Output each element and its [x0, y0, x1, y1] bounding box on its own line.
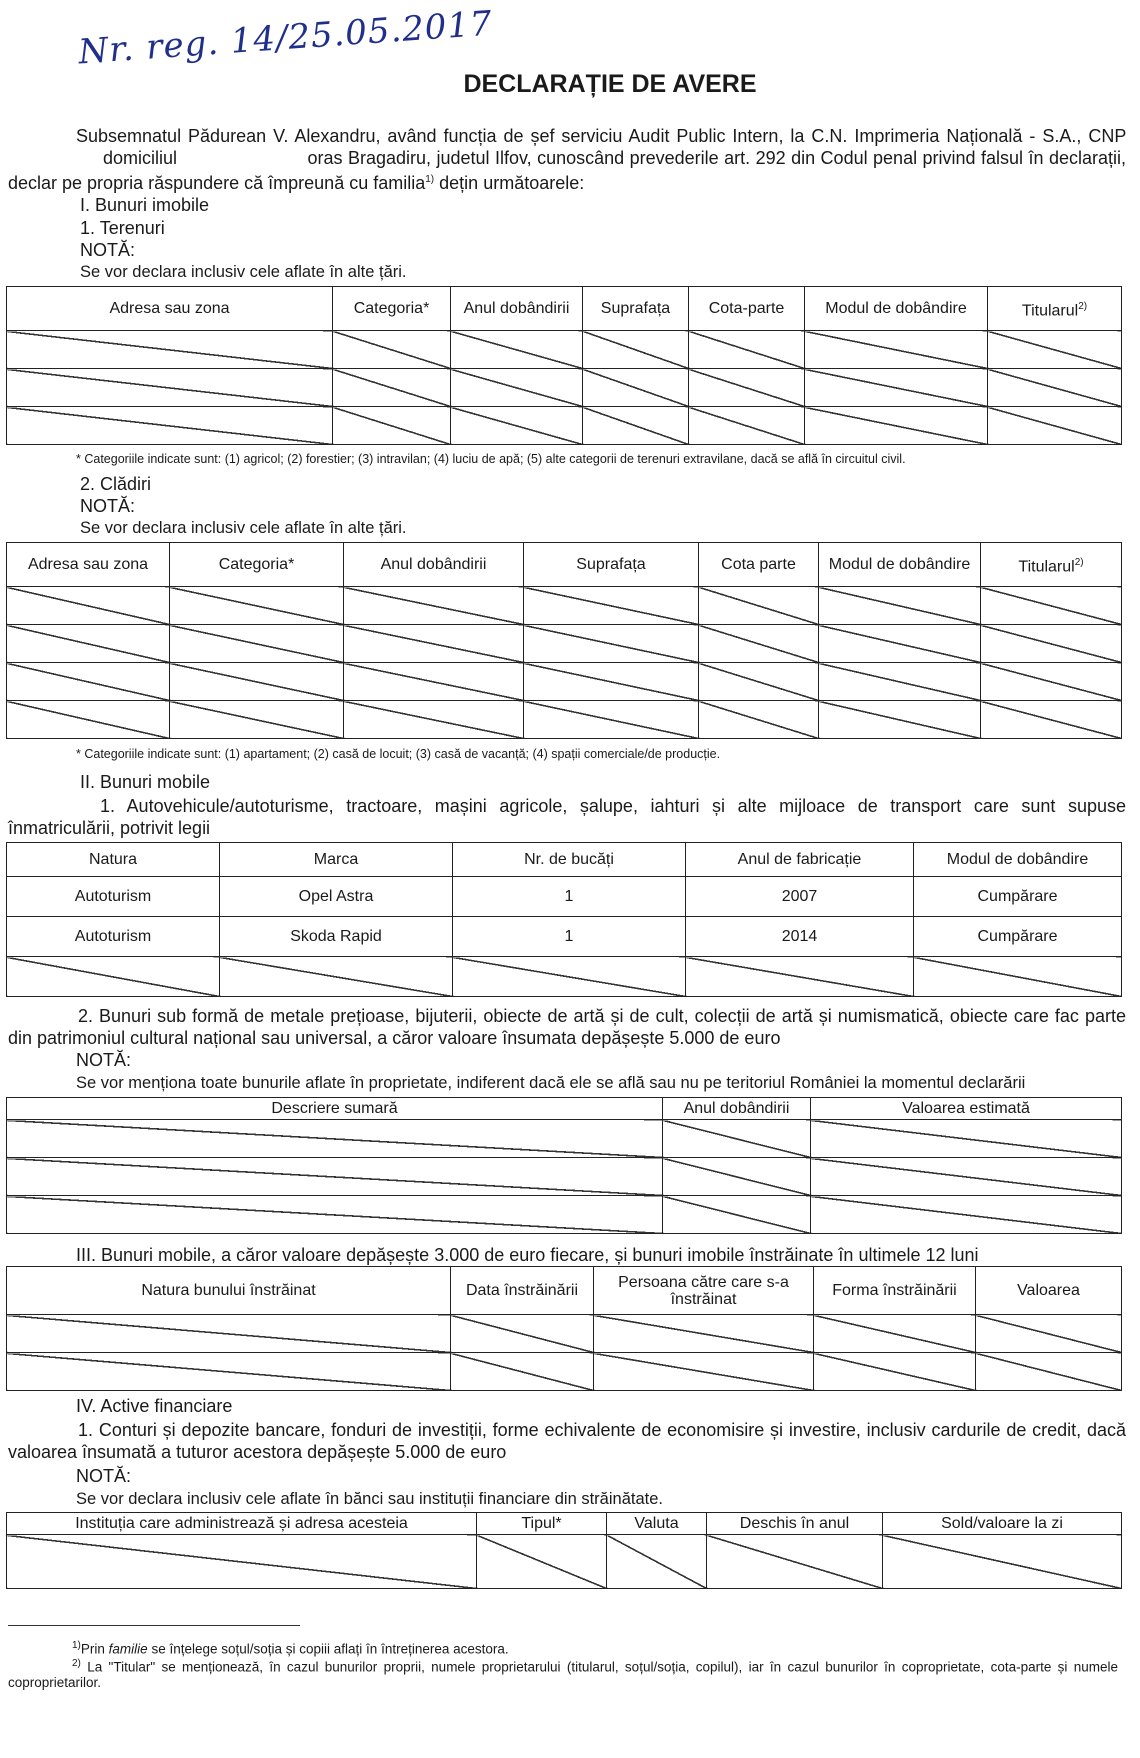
table-header-row	[7, 1098, 1122, 1120]
col-header: Instituția care administrează și adresa acesteia	[7, 1513, 477, 1535]
col-header: Natura	[7, 843, 220, 877]
empty-crossed-cell	[344, 625, 524, 663]
empty-crossed-cell	[981, 663, 1122, 701]
empty-crossed-cell	[7, 587, 170, 625]
empty-crossed-cell	[819, 663, 981, 701]
col-header: Anul dobândirii	[344, 543, 524, 587]
table-row	[7, 1535, 1122, 1589]
footnote-1-post: se înțelege soțul/soția și copiii aflați în întreținerea acestora.	[147, 1641, 509, 1657]
col-header: Categoria*	[170, 543, 344, 587]
empty-crossed-cell	[689, 369, 805, 407]
col-header: Sold/valoare la zi	[883, 1513, 1122, 1535]
empty-crossed-cell	[805, 331, 988, 369]
section-4-sub1-text: 1. Conturi și depozite bancare, fonduri de investiții, forme echivalente de economisire și investire, inclusiv cardurile de credit, dacă valoarea însumată a tuturor acestora depășește 5.000 de euro	[8, 1420, 1126, 1462]
footnote-mark: 2)	[1078, 300, 1088, 312]
empty-crossed-cell	[814, 1315, 976, 1353]
buildings-table	[6, 542, 1122, 739]
col-header: Valuta	[607, 1513, 707, 1535]
col-header: Modul de dobândire	[914, 843, 1122, 877]
empty-crossed-cell	[7, 1315, 451, 1353]
section-2-sub1-text: 1. Autovehicule/autoturisme, tractoare, mașini agricole, șalupe, iahturi și alte mijloace de transport care sunt supuse înmatriculării, potrivit legii	[8, 796, 1126, 838]
vehicles-table	[6, 842, 1122, 997]
nota-label: NOTĂ:	[76, 1050, 132, 1070]
empty-crossed-cell	[7, 369, 333, 407]
table-row	[7, 917, 1122, 957]
empty-crossed-cell	[699, 587, 819, 625]
building-categories-footnote: * Categoriile indicate sunt: (1) apartament; (2) casă de locuit; (3) casă de vacanță; (4) spații comerciale/de producție.	[76, 747, 721, 761]
note-text: Se vor declara inclusiv cele aflate în bănci sau instituții financiare din străinătate.	[76, 1490, 663, 1508]
empty-crossed-cell	[344, 701, 524, 739]
section-2-sub1	[8, 795, 1126, 839]
table-row	[7, 331, 1122, 369]
col-header: Cota parte	[699, 543, 819, 587]
cell: Skoda Rapid	[220, 917, 453, 957]
bank-accounts-table	[6, 1512, 1122, 1589]
table-header-row	[7, 287, 1122, 331]
empty-crossed-cell	[7, 625, 170, 663]
empty-crossed-cell	[7, 331, 333, 369]
intro-paragraph	[8, 125, 1126, 194]
empty-crossed-cell	[976, 1315, 1122, 1353]
nota-label: NOTĂ:	[76, 1466, 132, 1486]
col-header: Forma înstrăinării	[814, 1267, 976, 1315]
table-header-row	[7, 843, 1122, 877]
valuables-table	[6, 1097, 1122, 1234]
empty-crossed-cell	[699, 625, 819, 663]
empty-crossed-cell	[699, 663, 819, 701]
col-header: Cota-parte	[689, 287, 805, 331]
empty-crossed-cell	[344, 663, 524, 701]
section-3-heading: III. Bunuri mobile, a căror valoare depășește 3.000 de euro fiecare, și bunuri imobile înstrăinate în ultimele 12 luni	[76, 1245, 979, 1265]
empty-crossed-cell	[344, 587, 524, 625]
table-row	[7, 877, 1122, 917]
empty-crossed-cell	[220, 957, 453, 997]
intro-domiciliul: domiciliul	[103, 148, 178, 168]
section-2-sub2-text: 2. Bunuri sub formă de metale prețioase, bijuterii, obiecte de artă și de cult, colecții de artă și numismatică, obiecte care fac parte din patrimoniul cultural național sau universal, a căror valoare însumata depășește 5.000 de euro	[8, 1006, 1126, 1048]
empty-crossed-cell	[988, 331, 1122, 369]
footnote-1	[72, 1640, 509, 1657]
empty-crossed-cell	[707, 1535, 883, 1589]
empty-crossed-cell	[170, 625, 344, 663]
empty-crossed-cell	[883, 1535, 1122, 1589]
footnote-2	[8, 1656, 1118, 1690]
col-header: Anul dobândirii	[451, 287, 583, 331]
empty-crossed-cell	[805, 407, 988, 445]
empty-crossed-cell	[451, 1315, 594, 1353]
footnote-mark: 1)	[425, 174, 435, 185]
empty-crossed-cell	[819, 625, 981, 663]
cell: Cumpărare	[914, 877, 1122, 917]
empty-crossed-cell	[583, 331, 689, 369]
section-2-heading: II. Bunuri mobile	[80, 772, 211, 792]
empty-crossed-cell	[805, 369, 988, 407]
col-header: Valoarea estimată	[811, 1098, 1122, 1120]
table-header-row	[7, 1267, 1122, 1315]
empty-crossed-cell	[333, 331, 451, 369]
empty-crossed-cell	[7, 1158, 663, 1196]
handwritten-registration-number: Nr. reg. 14/25.05.2017	[77, 3, 494, 73]
footnote-separator	[8, 1625, 300, 1626]
table-row	[7, 1353, 1122, 1391]
table-row	[7, 1158, 1122, 1196]
col-header: Anul dobândirii	[663, 1098, 811, 1120]
empty-crossed-cell	[170, 701, 344, 739]
empty-crossed-cell	[451, 1353, 594, 1391]
page-title: DECLARAȚIE DE AVERE	[463, 70, 757, 98]
col-header: Natura bunului înstrăinat	[7, 1267, 451, 1315]
table-row	[7, 957, 1122, 997]
empty-crossed-cell	[583, 369, 689, 407]
empty-crossed-cell	[170, 587, 344, 625]
empty-crossed-cell	[811, 1120, 1122, 1158]
section-2-sub2	[8, 1005, 1126, 1049]
cell: 2007	[686, 877, 914, 917]
section-4-sub1	[8, 1419, 1126, 1463]
empty-crossed-cell	[663, 1120, 811, 1158]
nota-label: NOTĂ:	[80, 496, 136, 516]
empty-crossed-cell	[663, 1196, 811, 1234]
land-categories-footnote: * Categoriile indicate sunt: (1) agricol; (2) forestier; (3) intravilan; (4) luciu de apă; (5) alte categorii de terenuri extravilane, dacă se află în circuitul civil.	[76, 452, 906, 466]
footnote-2-text: La "Titular" se menționează, în cazul bunurilor proprii, numele proprietarului (titularul, soțul/soția, copilul), iar în cazul bunurilor în coproprietate, cota-parte și numele coproprietarilor.	[8, 1659, 1118, 1690]
empty-crossed-cell	[524, 587, 699, 625]
empty-crossed-cell	[333, 407, 451, 445]
col-header: Nr. de bucăți	[453, 843, 686, 877]
table-row	[7, 1315, 1122, 1353]
empty-crossed-cell	[451, 369, 583, 407]
empty-crossed-cell	[451, 331, 583, 369]
titular-label: Titularul	[1018, 558, 1075, 576]
table-header-row	[7, 1513, 1122, 1535]
table-row	[7, 587, 1122, 625]
table-row	[7, 369, 1122, 407]
table-header-row	[7, 543, 1122, 587]
land-table	[6, 286, 1122, 445]
col-header: Valoarea	[976, 1267, 1122, 1315]
table-row	[7, 1120, 1122, 1158]
col-header: Suprafața	[524, 543, 699, 587]
empty-crossed-cell	[524, 625, 699, 663]
section-1-sub1: 1. Terenuri	[80, 218, 165, 238]
empty-crossed-cell	[699, 701, 819, 739]
intro-line3: dețin următoarele:	[439, 173, 585, 193]
col-header: Suprafața	[583, 287, 689, 331]
empty-crossed-cell	[7, 407, 333, 445]
cell: 1	[453, 917, 686, 957]
footnote-mark: 1)	[72, 1640, 81, 1651]
empty-crossed-cell	[663, 1158, 811, 1196]
empty-crossed-cell	[981, 625, 1122, 663]
empty-crossed-cell	[819, 587, 981, 625]
empty-crossed-cell	[814, 1353, 976, 1391]
empty-crossed-cell	[524, 701, 699, 739]
empty-crossed-cell	[7, 1196, 663, 1234]
empty-crossed-cell	[689, 331, 805, 369]
empty-crossed-cell	[7, 701, 170, 739]
empty-crossed-cell	[477, 1535, 607, 1589]
empty-crossed-cell	[988, 407, 1122, 445]
empty-crossed-cell	[976, 1353, 1122, 1391]
footnote-1-em: familie	[108, 1641, 148, 1657]
col-header: Adresa sau zona	[7, 287, 333, 331]
empty-crossed-cell	[914, 957, 1122, 997]
col-header: Adresa sau zona	[7, 543, 170, 587]
col-header: Modul de dobândire	[819, 543, 981, 587]
cell: 1	[453, 877, 686, 917]
empty-crossed-cell	[333, 369, 451, 407]
cell: 2014	[686, 917, 914, 957]
titular-label: Titularul	[1021, 302, 1079, 320]
empty-crossed-cell	[583, 407, 689, 445]
empty-crossed-cell	[7, 957, 220, 997]
intro-line2: oras Bragadiru, judetul Ilfov, cunoscând prevederile art. 292 din Codul penal privind falsul în declarații, declar pe propria răspundere că împreună cu familia	[8, 148, 1126, 193]
cell: Autoturism	[7, 877, 220, 917]
cell: Autoturism	[7, 917, 220, 957]
empty-crossed-cell	[7, 1535, 477, 1589]
empty-crossed-cell	[7, 663, 170, 701]
col-header: Persoana către care s-a înstrăinat	[594, 1267, 814, 1315]
note-text: Se vor menționa toate bunurile aflate în proprietate, indiferent dacă ele se află sau nu pe teritoriul României la momentul declarării	[76, 1074, 1026, 1092]
empty-crossed-cell	[686, 957, 914, 997]
col-header: Marca	[220, 843, 453, 877]
footnote-1-pre: Prin	[80, 1641, 109, 1657]
footnote-mark: 2)	[1074, 556, 1084, 568]
empty-crossed-cell	[819, 701, 981, 739]
note-text: Se vor declara inclusiv cele aflate în alte țări.	[80, 263, 407, 281]
cell: Opel Astra	[220, 877, 453, 917]
table-row	[7, 625, 1122, 663]
empty-crossed-cell	[7, 1353, 451, 1391]
cell: Cumpărare	[914, 917, 1122, 957]
col-header: Descriere sumară	[7, 1098, 663, 1120]
table-row	[7, 701, 1122, 739]
empty-crossed-cell	[170, 663, 344, 701]
col-header: Categoria*	[333, 287, 451, 331]
empty-crossed-cell	[7, 1120, 663, 1158]
section-1-sub2: 2. Clădiri	[80, 474, 152, 494]
nota-label: NOTĂ:	[80, 240, 136, 260]
col-header	[981, 543, 1122, 587]
col-header: Modul de dobândire	[805, 287, 988, 331]
footnote-mark: 2)	[72, 1658, 81, 1669]
empty-crossed-cell	[811, 1196, 1122, 1234]
empty-crossed-cell	[594, 1315, 814, 1353]
empty-crossed-cell	[451, 407, 583, 445]
table-row	[7, 407, 1122, 445]
empty-crossed-cell	[981, 587, 1122, 625]
empty-crossed-cell	[981, 701, 1122, 739]
col-header: Anul de fabricație	[686, 843, 914, 877]
section-1-heading: I. Bunuri imobile	[80, 195, 210, 215]
note-text: Se vor declara inclusiv cele aflate în alte țări.	[80, 519, 407, 537]
empty-crossed-cell	[524, 663, 699, 701]
table-row	[7, 1196, 1122, 1234]
empty-crossed-cell	[689, 407, 805, 445]
col-header: Tipul*	[477, 1513, 607, 1535]
alienated-assets-table	[6, 1266, 1122, 1391]
section-4-heading: IV. Active financiare	[76, 1396, 233, 1416]
col-header: Deschis în anul	[707, 1513, 883, 1535]
empty-crossed-cell	[988, 369, 1122, 407]
empty-crossed-cell	[607, 1535, 707, 1589]
col-header	[988, 287, 1122, 331]
empty-crossed-cell	[453, 957, 686, 997]
table-row	[7, 663, 1122, 701]
intro-line1: Subsemnatul Pădurean V. Alexandru, având funcția de șef serviciu Audit Public Intern, la C.N. Imprimeria Națională - S.A., CNP	[76, 126, 1126, 146]
empty-crossed-cell	[811, 1158, 1122, 1196]
col-header: Data înstrăinării	[451, 1267, 594, 1315]
empty-crossed-cell	[594, 1353, 814, 1391]
